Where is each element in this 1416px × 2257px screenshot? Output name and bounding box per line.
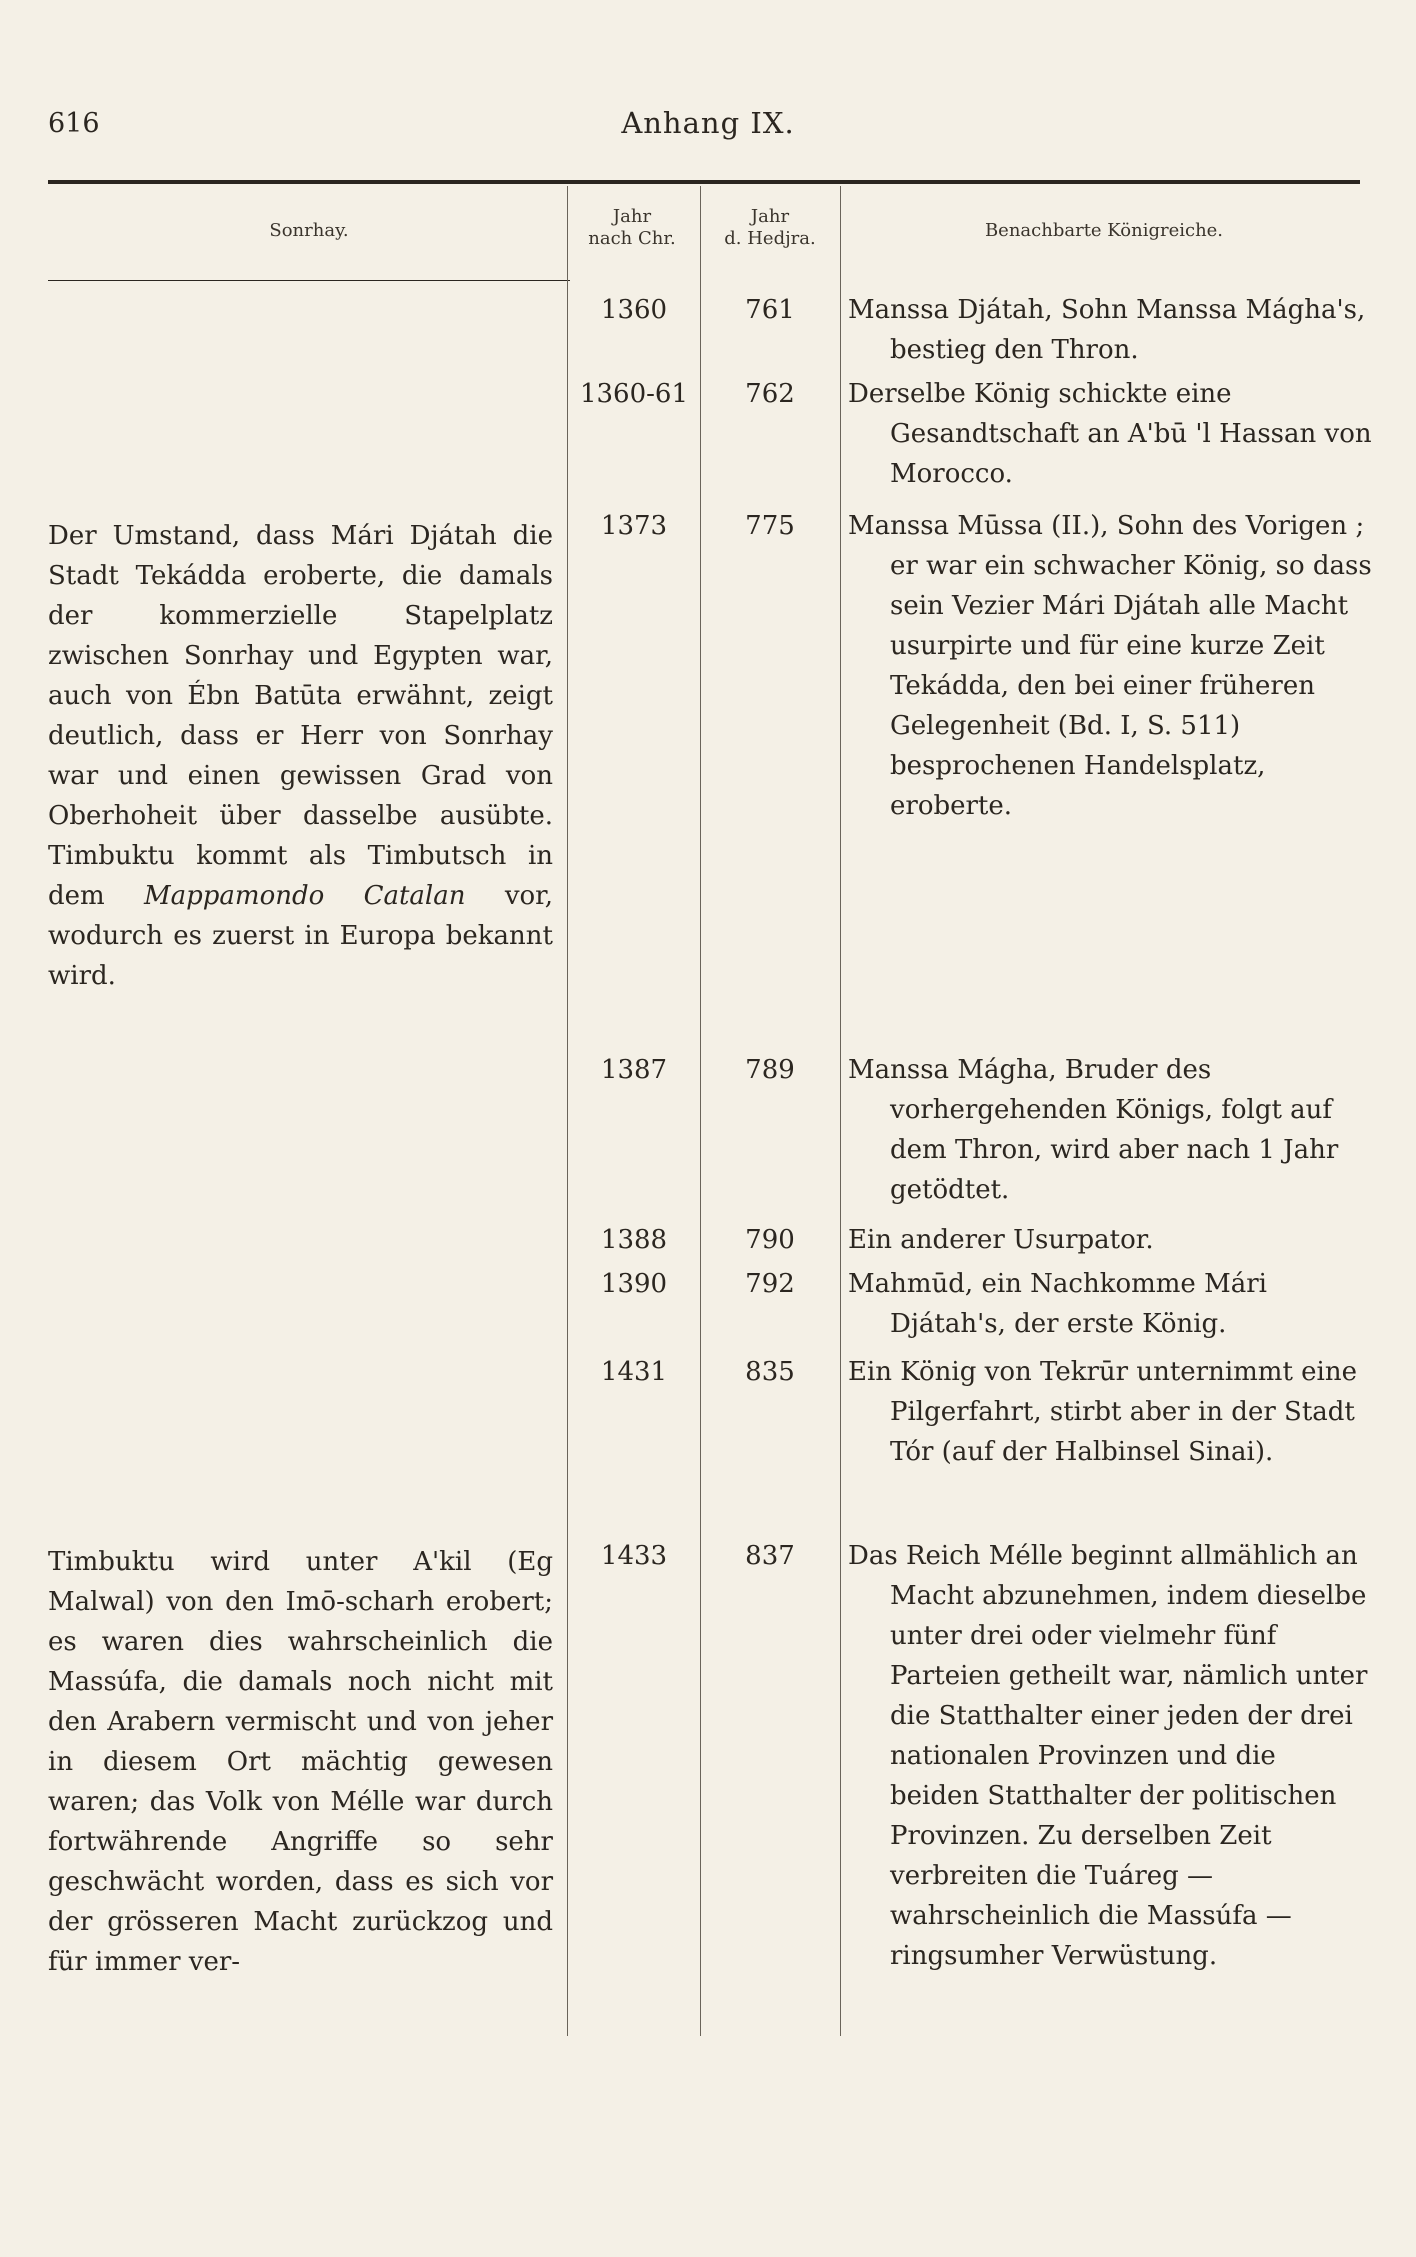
year-hedjra-762: 762: [745, 379, 795, 409]
column-header-jahr-hedjra-line2: d. Hedjra.: [724, 228, 816, 249]
kingdom-entry-1433-text: Das Reich Mélle beginnt allmählich an Macht abzunehmen, indem dieselbe unter drei oder vielmehr fünf Parteien getheilt war, nämlich unter die Statthalter einer jeden der drei nationalen Provinzen und die beiden Statthalter der politischen Provinzen. Zu derselben Zeit verbreiten die Tuáreg — wahrscheinlich die Massúfa — ringsumher Verwüstung.: [848, 1541, 1368, 1971]
sonrhay-entry-1: [48, 516, 553, 996]
kingdom-entry-1431: [848, 1352, 1373, 1472]
column-divider-1: [567, 186, 568, 2036]
kingdom-entry-1373: [848, 506, 1373, 826]
sonrhay-entry-2: Timbuktu wird unter A'kil (Eg Malwal) von den Imō-scharh erobert; es waren dies wahrscheinlich die Massúfa, die damals noch nicht mit den Arabern vermischt und von jeher in diesem Ort mächtig gewesen waren; das Volk von Mélle war durch fortwährende Angriffe so sehr geschwächt worden, dass es sich vor der grösseren Macht zurückzog und für immer ver-: [48, 1547, 553, 1977]
year-chr-1431: 1431: [600, 1357, 668, 1387]
header-rule: [48, 280, 570, 281]
year-chr-1373: 1373: [600, 511, 668, 541]
year-chr-1387: 1387: [600, 1055, 668, 1085]
kingdom-entry-1387: [848, 1050, 1373, 1210]
kingdom-entry-1387-text: Manssa Mágha, Bruder des vorhergehenden Königs, folgt auf dem Thron, wird aber nach 1 Jahr getödtet.: [848, 1055, 1339, 1205]
year-hedjra-837: 837: [745, 1541, 795, 1571]
sonrhay-entry-1-italic: Mappamondo Catalan: [144, 881, 466, 911]
kingdom-entry-1360-text: Manssa Djátah, Sohn Manssa Mágha's, bestieg den Thron.: [848, 295, 1366, 365]
kingdom-entry-1388: [848, 1220, 1373, 1260]
column-header-jahr-hedjra: [700, 206, 840, 250]
column-header-jahr-chr: [566, 206, 698, 250]
column-header-sonrhay: Sonrhay.: [269, 220, 349, 241]
sonrhay-entry-1-text-b: vor, wodurch es zuerst in Europa bekannt wird.: [48, 881, 554, 991]
sonrhay-entry-1-text-a: Der Umstand, dass Mári Djátah die Stadt Tekádda eroberte, die damals der kommerzielle Stapelplatz zwischen Sonrhay und Egypten war, auch von Ébn Batūta erwähnt, zeigt deutlich, dass er Herr von Sonrhay war und einen gewissen Grad von Oberhoheit über dasselbe ausübte. Timbuktu kommt als Timbutsch in dem: [48, 521, 553, 911]
running-head: Anhang IX.: [621, 106, 795, 140]
page-number: 616: [48, 108, 100, 139]
top-rule: [48, 180, 1360, 184]
column-header-jahr-hedjra-line1: Jahr: [750, 206, 790, 227]
kingdom-entry-1390-text: Mahmūd, ein Nachkomme Mári Djátah's, der erste König.: [848, 1269, 1267, 1339]
kingdom-entry-1433: [848, 1536, 1373, 1976]
kingdom-entry-1360: [848, 290, 1373, 370]
year-hedjra-790: 790: [745, 1225, 795, 1255]
kingdom-entry-1431-text: Ein König von Tekrūr unternimmt eine Pilgerfahrt, stirbt aber in der Stadt Tór (auf der Halbinsel Sinai).: [848, 1357, 1358, 1467]
year-hedjra-775: 775: [745, 511, 795, 541]
kingdom-entry-1360-61-text: Derselbe König schickte eine Gesandtschaft an A'bū 'l Hassan von Morocco.: [848, 379, 1372, 489]
year-chr-1390: 1390: [600, 1269, 668, 1299]
year-chr-1360-61: 1360-61: [579, 379, 689, 409]
kingdom-entry-1390: [848, 1264, 1373, 1344]
column-divider-3: [840, 186, 841, 2036]
kingdom-entry-1373-text: Manssa Mūssa (II.), Sohn des Vorigen ; er war ein schwacher König, so dass sein Vezier Mári Djátah alle Macht usurpirte und für eine kurze Zeit Tekádda, den bei einer früheren Gelegenheit (Bd. I, S. 511) besprochenen Handelsplatz, eroberte.: [848, 511, 1372, 821]
kingdom-entry-1388-text: Ein anderer Usurpator.: [848, 1225, 1154, 1255]
column-header-nachbar: Benachbarte Königreiche.: [984, 220, 1224, 241]
column-header-jahr-chr-line1: Jahr: [612, 206, 652, 227]
year-hedjra-792: 792: [745, 1269, 795, 1299]
column-divider-2: [700, 186, 701, 2036]
year-chr-1433: 1433: [600, 1541, 668, 1571]
year-hedjra-789: 789: [745, 1055, 795, 1085]
year-chr-1360: 1360: [600, 295, 668, 325]
year-hedjra-835: 835: [745, 1357, 795, 1387]
column-header-jahr-chr-line2: nach Chr.: [588, 228, 676, 249]
kingdom-entry-1360-61: [848, 374, 1373, 494]
year-chr-1388: 1388: [600, 1225, 668, 1255]
year-hedjra-761: 761: [745, 295, 795, 325]
